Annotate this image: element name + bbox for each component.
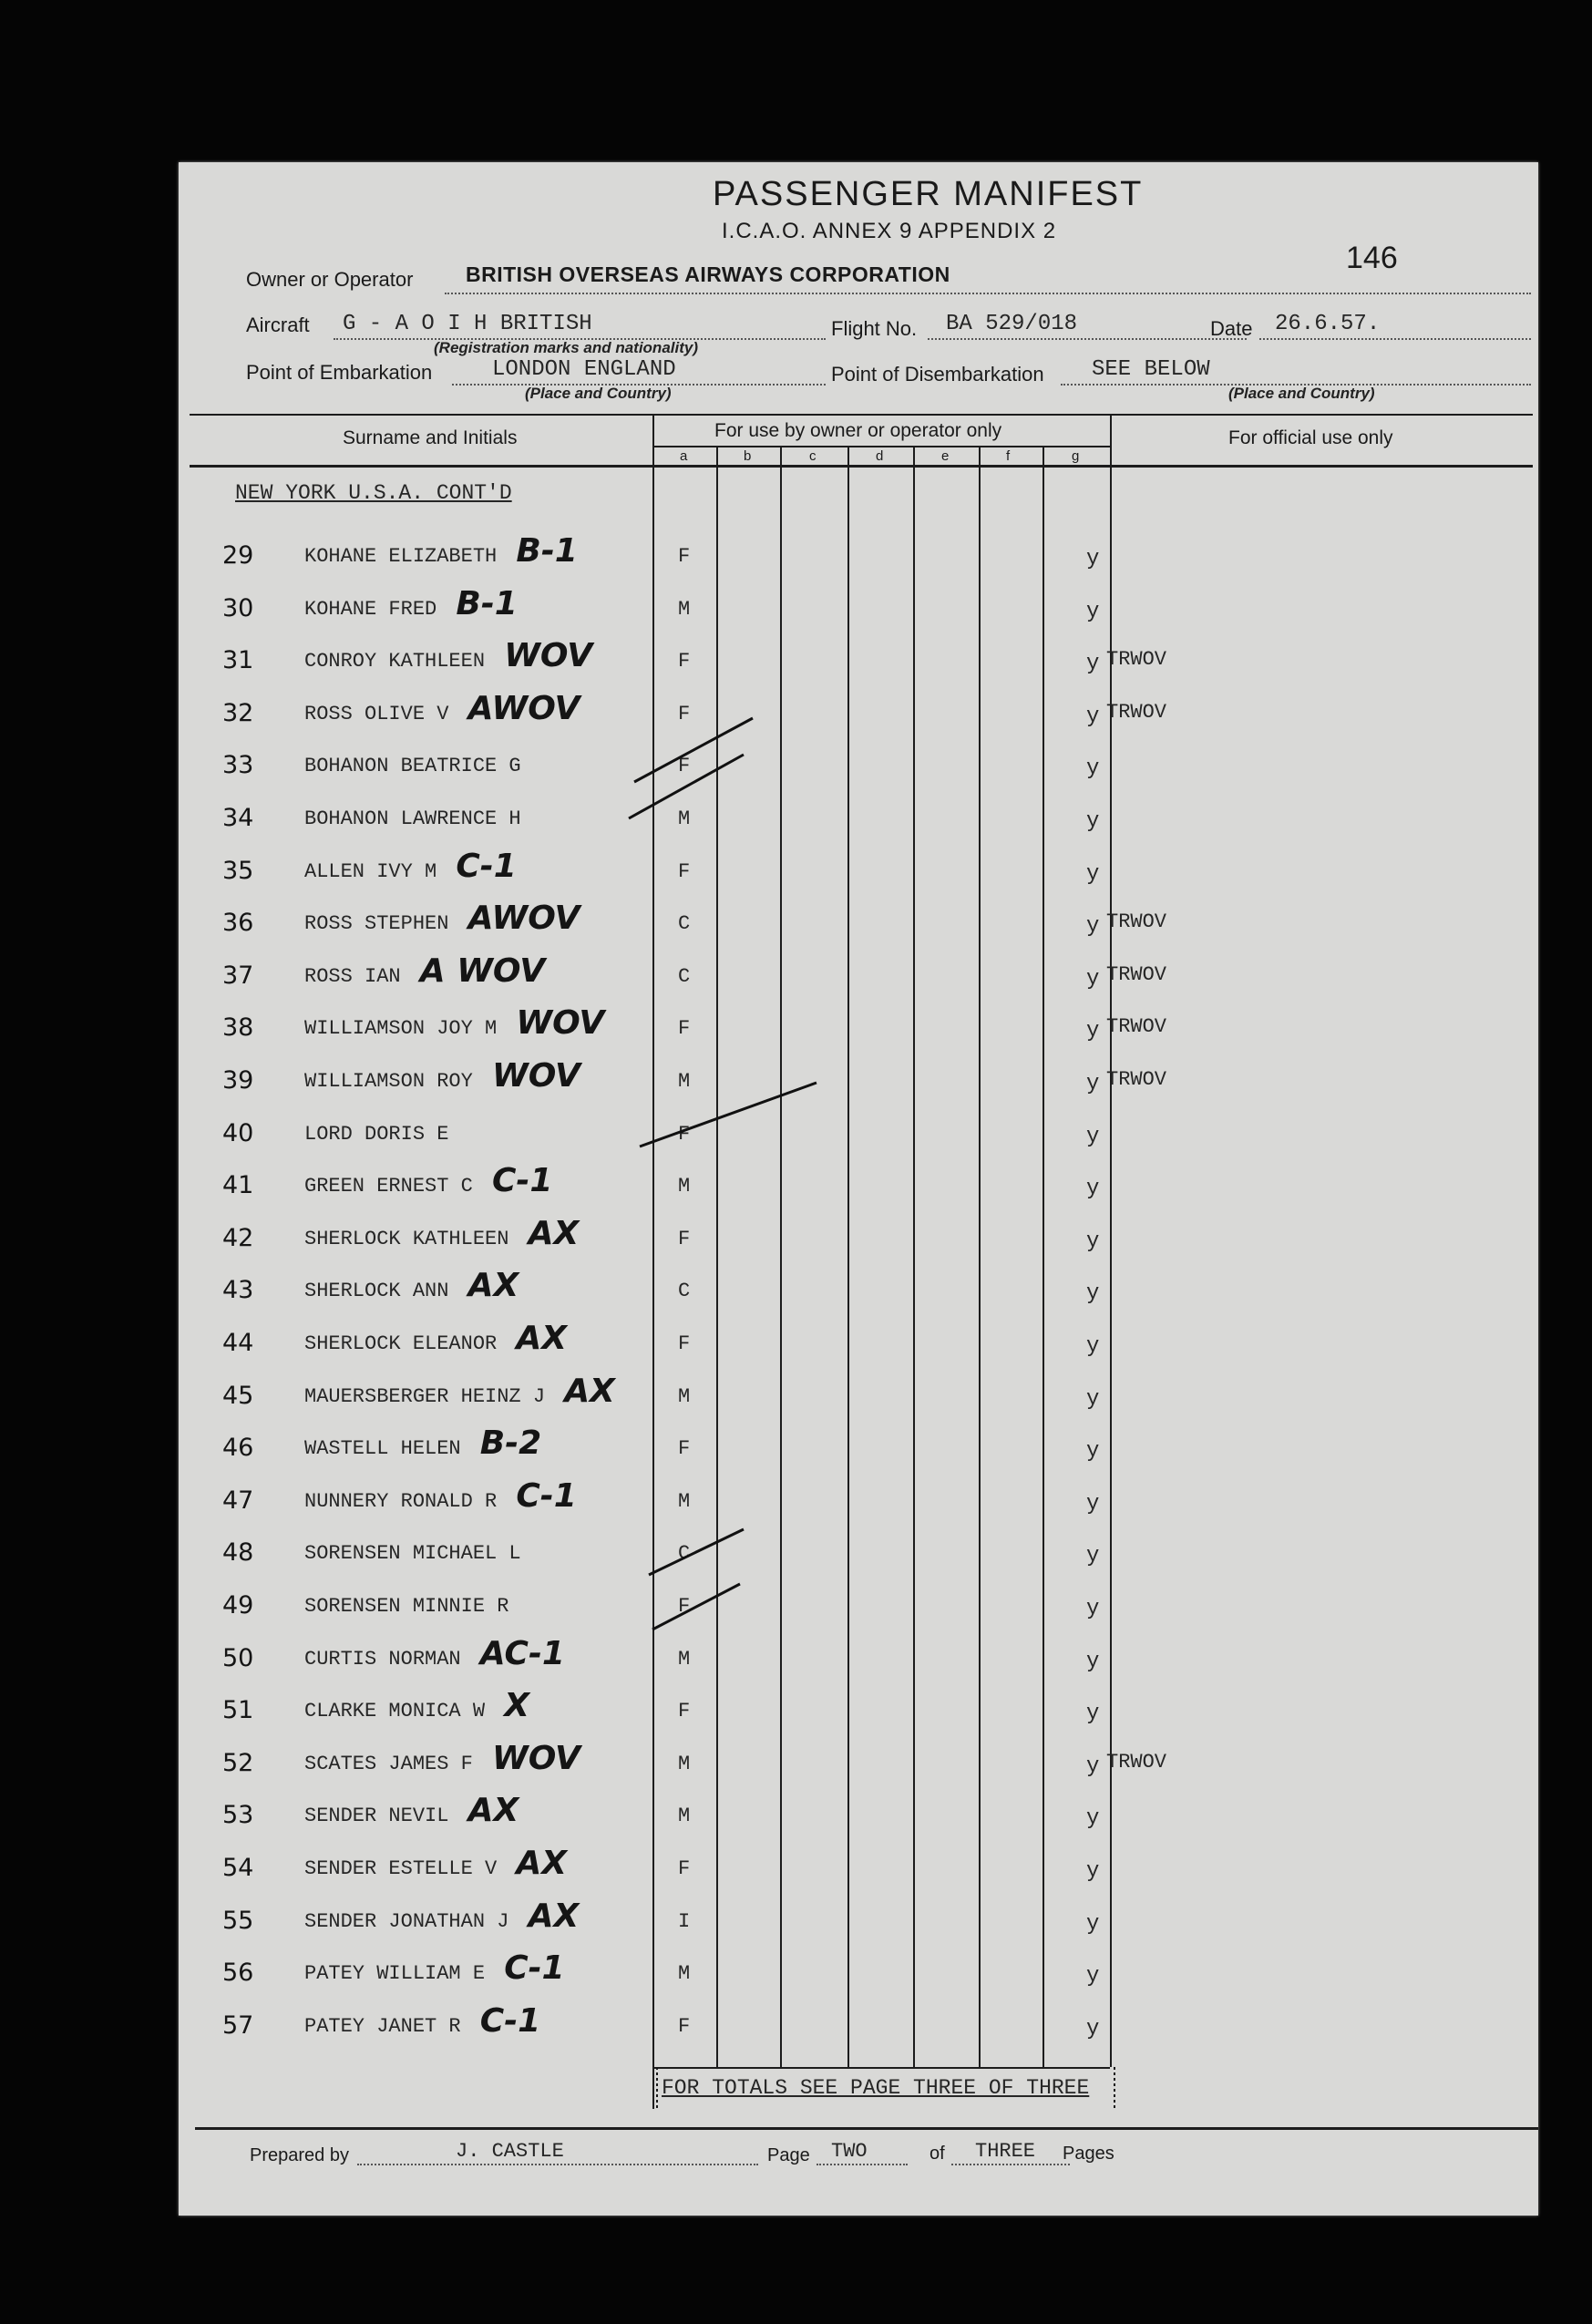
row-number: 44 — [222, 1329, 254, 1357]
sex-code: M — [678, 1962, 691, 1986]
row-number: 33 — [222, 751, 254, 780]
annotation-mark: AWOV — [467, 900, 580, 938]
col-header-names: Surname and Initials — [343, 427, 518, 448]
total-pages-value: THREE — [975, 2140, 1036, 2163]
annotation-mark: AX — [467, 1267, 519, 1305]
passenger-name: GREEN ERNEST C — [304, 1175, 473, 1198]
sex-code: F — [678, 1700, 691, 1723]
column-g-mark: y — [1086, 2016, 1100, 2041]
row-number: 53 — [222, 1801, 254, 1830]
official-code: TRWOV — [1106, 1750, 1167, 1774]
annotation-mark: C-1 — [492, 1162, 553, 1200]
passenger-name: KOHANE FRED — [304, 597, 437, 621]
sub-column-f: f — [1006, 448, 1011, 464]
sub-column-g: g — [1072, 448, 1080, 464]
column-g-mark: y — [1086, 1177, 1100, 1202]
manifest-sheet — [179, 162, 1538, 2216]
column-g-mark: y — [1086, 599, 1100, 624]
of-label: of — [930, 2144, 945, 2164]
row-number: 31 — [222, 646, 254, 675]
row-number: 57 — [222, 2010, 254, 2040]
passenger-name: SCATES JAMES F — [304, 1752, 473, 1775]
passenger-name: SHERLOCK KATHLEEN — [304, 1227, 509, 1250]
passenger-name: CURTIS NORMAN — [304, 1647, 461, 1671]
pages-label: Pages — [1063, 2144, 1114, 2164]
date-value: 26.6.57. — [1275, 312, 1381, 336]
column-g-mark: y — [1086, 652, 1100, 677]
row-number: 50 — [222, 1643, 254, 1672]
official-code: TRWOV — [1106, 700, 1167, 724]
column-g-mark: y — [1086, 1229, 1100, 1254]
column-g-mark: y — [1086, 1649, 1100, 1674]
sex-code: F — [678, 545, 691, 568]
column-g-mark: y — [1086, 1859, 1100, 1884]
row-number: 35 — [222, 856, 254, 885]
sex-code: M — [678, 1805, 691, 1828]
row-number: 49 — [222, 1591, 254, 1620]
annotation-mark: WOV — [516, 1004, 605, 1043]
row-number: 36 — [222, 909, 254, 938]
sex-code: F — [678, 1122, 691, 1146]
sex-code: M — [678, 597, 691, 621]
annotation-mark: WOV — [492, 1739, 580, 1777]
column-g-mark: y — [1086, 1124, 1100, 1149]
passenger-name: MAUERSBERGER HEINZ J — [304, 1384, 546, 1408]
annotation-mark: A WOV — [419, 951, 546, 990]
column-g-mark: y — [1086, 1386, 1100, 1412]
annotation-mark: C-1 — [479, 2001, 541, 2040]
disembark-label: Point of Disembarkation — [831, 363, 1044, 386]
passenger-name: CONROY KATHLEEN — [304, 650, 486, 674]
embark-label: Point of Embarkation — [246, 361, 433, 384]
passenger-name: ROSS IAN — [304, 964, 401, 988]
prepared-label: Prepared by — [250, 2145, 349, 2165]
passenger-name: SORENSEN MICHAEL L — [304, 1542, 521, 1566]
column-g-mark: y — [1086, 1439, 1100, 1465]
passenger-name: SHERLOCK ELEANOR — [304, 1332, 498, 1355]
column-g-mark: y — [1086, 1281, 1100, 1307]
sex-code: F — [678, 1017, 691, 1041]
column-g-mark: y — [1086, 1911, 1100, 1937]
row-number: 54 — [222, 1854, 254, 1882]
sex-code: F — [678, 650, 691, 674]
sex-code: M — [678, 1647, 691, 1671]
annotation-mark: AX — [528, 1897, 580, 1935]
sex-code: M — [678, 1752, 691, 1775]
official-code: TRWOV — [1106, 962, 1167, 986]
passenger-name: ALLEN IVY M — [304, 859, 437, 883]
sex-code: M — [678, 1175, 691, 1198]
annotation-mark: AX — [528, 1214, 580, 1252]
sex-code: F — [678, 702, 691, 725]
aircraft-note: (Registration marks and nationality) — [434, 339, 698, 356]
row-number: 47 — [222, 1486, 254, 1515]
passenger-name: SENDER NEVIL — [304, 1805, 449, 1828]
manifest-title: PASSENGER MANIFEST — [713, 175, 1144, 213]
annotation-mark: AX — [564, 1372, 615, 1410]
annotation-mark: AX — [467, 1792, 519, 1830]
sex-code: C — [678, 1280, 691, 1303]
disembark-value: SEE BELOW — [1092, 357, 1210, 382]
flight-value: BA 529/018 — [946, 312, 1078, 336]
row-number: 55 — [222, 1906, 254, 1935]
annotation-mark: AX — [516, 1845, 568, 1882]
column-g-mark: y — [1086, 1491, 1100, 1517]
disembark-note: (Place and Country) — [1228, 385, 1375, 402]
column-g-mark: y — [1086, 966, 1100, 992]
annotation-mark: B-1 — [516, 532, 578, 570]
row-number: 52 — [222, 1748, 254, 1777]
sex-code: I — [678, 1909, 691, 1933]
page-stamp: 146 — [1346, 241, 1398, 275]
row-number: 51 — [222, 1696, 254, 1725]
annotation-mark: X — [504, 1687, 529, 1725]
passenger-name: WASTELL HELEN — [304, 1437, 461, 1461]
passenger-name: KOHANE ELIZABETH — [304, 545, 498, 568]
passenger-name: ROSS STEPHEN — [304, 912, 449, 936]
annotation-mark: B-2 — [479, 1424, 542, 1463]
annotation-mark: AX — [516, 1320, 568, 1357]
annotation-mark: C-1 — [516, 1476, 577, 1515]
row-number: 48 — [222, 1538, 254, 1568]
sex-code: C — [678, 1542, 691, 1566]
sex-code: F — [678, 1437, 691, 1461]
row-number: 39 — [222, 1066, 254, 1095]
sex-code: F — [678, 1857, 691, 1880]
column-g-mark: y — [1086, 1544, 1100, 1569]
sex-code: F — [678, 755, 691, 778]
column-g-mark: y — [1086, 1334, 1100, 1359]
row-number: 37 — [222, 961, 254, 990]
column-g-mark: y — [1086, 1072, 1100, 1096]
passenger-name: NUNNERY RONALD R — [304, 1489, 498, 1513]
owner-label: Owner or Operator — [246, 268, 414, 291]
sub-column-a: a — [680, 448, 688, 464]
row-number: 30 — [222, 593, 254, 622]
column-g-mark: y — [1086, 1597, 1100, 1621]
official-code: TRWOV — [1106, 1068, 1167, 1091]
sex-code: F — [678, 859, 691, 883]
sex-code: M — [678, 807, 691, 830]
annotation-mark: AWOV — [467, 689, 580, 727]
prepared-value: J. CASTLE — [456, 2140, 564, 2163]
row-number: 42 — [222, 1223, 254, 1252]
sub-column-b: b — [744, 448, 752, 464]
sex-code: C — [678, 912, 691, 936]
aircraft-value: G - A O I H BRITISH — [343, 312, 592, 336]
sex-code: C — [678, 964, 691, 988]
page-value: TWO — [831, 2140, 868, 2163]
owner-value: BRITISH OVERSEAS AIRWAYS CORPORATION — [466, 262, 950, 286]
date-label: Date — [1210, 317, 1253, 340]
sex-code: F — [678, 1332, 691, 1355]
row-number: 29 — [222, 541, 254, 570]
sex-code: F — [678, 2014, 691, 2038]
row-number: 40 — [222, 1118, 254, 1147]
passenger-name: PATEY WILLIAM E — [304, 1962, 486, 1986]
passenger-name: WILLIAMSON ROY — [304, 1070, 473, 1093]
row-number: 41 — [222, 1171, 254, 1200]
row-number: 32 — [222, 698, 254, 727]
sex-code: F — [678, 1227, 691, 1250]
passenger-name: SENDER ESTELLE V — [304, 1857, 498, 1880]
column-g-mark: y — [1086, 1753, 1100, 1779]
embark-note: (Place and Country) — [525, 385, 672, 402]
row-number: 46 — [222, 1434, 254, 1463]
passenger-name: BOHANON LAWRENCE H — [304, 807, 521, 830]
strike-marks — [179, 162, 1538, 2216]
column-g-mark: y — [1086, 756, 1100, 782]
passenger-name: WILLIAMSON JOY M — [304, 1017, 498, 1041]
passenger-name: LORD DORIS E — [304, 1122, 449, 1146]
sex-code: M — [678, 1384, 691, 1408]
sub-column-e: e — [941, 448, 950, 464]
column-g-mark: y — [1086, 1806, 1100, 1832]
official-code: TRWOV — [1106, 648, 1167, 672]
column-g-mark: y — [1086, 704, 1100, 729]
annotation-mark: WOV — [492, 1057, 580, 1095]
annotation-mark: C-1 — [456, 847, 517, 885]
annotation-mark: WOV — [504, 637, 593, 675]
official-code: TRWOV — [1106, 910, 1167, 934]
row-number: 38 — [222, 1013, 254, 1043]
passenger-name: PATEY JANET R — [304, 2014, 461, 2038]
column-g-mark: y — [1086, 547, 1100, 571]
column-g-mark: y — [1086, 1702, 1100, 1727]
aircraft-label: Aircraft — [246, 314, 310, 336]
annotation-mark: C-1 — [504, 1949, 565, 1988]
totals-note: FOR TOTALS SEE PAGE THREE OF THREE — [662, 2076, 1090, 2100]
passenger-name: ROSS OLIVE V — [304, 702, 449, 725]
passenger-name: CLARKE MONICA W — [304, 1700, 486, 1723]
row-number: 56 — [222, 1959, 254, 1988]
row-number: 34 — [222, 804, 254, 832]
flight-label: Flight No. — [831, 317, 918, 340]
passenger-name: SENDER JONATHAN J — [304, 1909, 509, 1933]
column-g-mark: y — [1086, 809, 1100, 834]
sex-code: M — [678, 1070, 691, 1093]
annotation-mark: AC-1 — [479, 1634, 565, 1672]
sub-column-c: c — [809, 448, 817, 464]
embark-value: LONDON ENGLAND — [492, 357, 676, 382]
col-header-owner: For use by owner or operator only — [714, 420, 1002, 441]
passenger-name: SORENSEN MINNIE R — [304, 1595, 509, 1618]
page-label: Page — [767, 2145, 810, 2165]
column-g-mark: y — [1086, 861, 1100, 887]
row-number: 45 — [222, 1381, 254, 1410]
column-g-mark: y — [1086, 914, 1100, 940]
column-g-mark: y — [1086, 1019, 1100, 1044]
sex-code: F — [678, 1595, 691, 1618]
manifest-subtitle: I.C.A.O. ANNEX 9 APPENDIX 2 — [722, 219, 1057, 243]
section-heading: NEW YORK U.S.A. CONT'D — [235, 481, 512, 505]
sub-column-d: d — [876, 448, 884, 464]
annotation-mark: B-1 — [456, 584, 518, 622]
official-code: TRWOV — [1106, 1015, 1167, 1039]
passenger-name: BOHANON BEATRICE G — [304, 755, 521, 778]
column-g-mark: y — [1086, 1964, 1100, 1990]
col-header-official: For official use only — [1228, 427, 1393, 448]
row-number: 43 — [222, 1276, 254, 1305]
passenger-name: SHERLOCK ANN — [304, 1280, 449, 1303]
sex-code: M — [678, 1489, 691, 1513]
